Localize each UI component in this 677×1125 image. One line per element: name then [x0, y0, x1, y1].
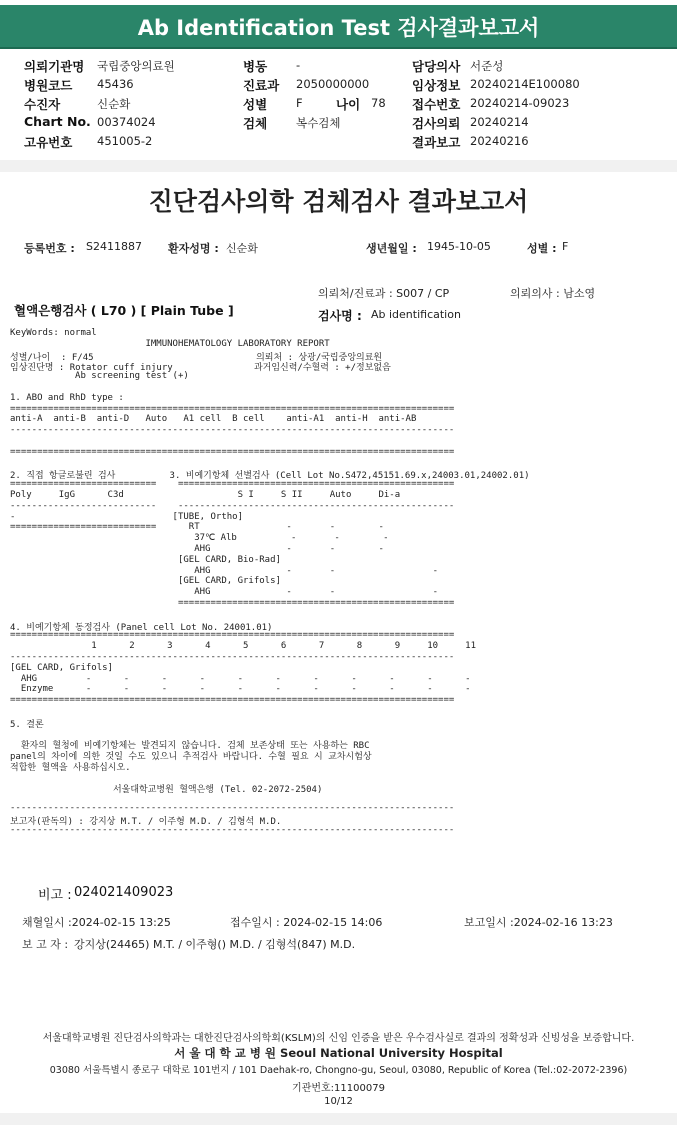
report-line: 임상진단명 : Rotator cuff injury 과거임신력/수혈력 : +/정보없음: [10, 363, 391, 374]
report-line: AHG - - -: [10, 544, 384, 554]
info-label: 성별: [243, 97, 268, 112]
age-value: 78: [371, 96, 386, 110]
info-value: -: [296, 58, 301, 72]
report-title: 진단검사의학 검체검사 결과보고서: [148, 187, 529, 216]
doctor-info: 의뢰의사 : 남소영: [510, 287, 596, 300]
info-block: [0, 49, 677, 160]
info-value: 20240214: [470, 115, 529, 129]
report-line: --------------------------- ---------------------------------------------------: [10, 500, 455, 511]
report-line: =========================== ===================================================: [10, 479, 455, 490]
collect-time: 채혈일시 :2024-02-15 13:25: [22, 916, 171, 929]
report-line: 성별/나이 : F/45 의뢰처 : 상광/국립중앙의료원: [10, 352, 383, 363]
reg-label: 등록번호 :: [24, 242, 75, 255]
info-label: 검사의뢰: [412, 116, 461, 131]
report-line: ----------------------------------------------------------------------------------: [10, 803, 455, 814]
info-label: 임상정보: [412, 78, 461, 93]
info-value: 국립중앙의료원: [97, 59, 175, 73]
report-line: ==================================================================================: [10, 446, 455, 457]
report-line: ==================================================================================: [10, 630, 455, 641]
page-title: Ab Identification Test 검사결과보고서: [137, 16, 540, 40]
info-value: 451005-2: [97, 134, 153, 148]
page-number: 10/12: [324, 1096, 353, 1107]
dept-info: 의뢰처/진료과 : S007 / CP: [318, 287, 450, 300]
report-line: =========================== RT - - -: [10, 522, 384, 533]
info-label: 고유번호: [24, 135, 73, 150]
info-label: 병동: [243, 59, 268, 74]
test-title: 혈액은행검사 ( L70 ) [ Plain Tube ]: [14, 303, 234, 318]
report-line: ==================================================================================: [10, 695, 455, 706]
info-label: Chart No.: [24, 114, 91, 129]
reporter-label: 보 고 자 :: [22, 938, 69, 951]
report-line: ----------------------------------------------------------------------------------: [10, 652, 455, 662]
info-value: 45436: [97, 77, 134, 91]
info-value: 20240214E100080: [470, 77, 580, 91]
report-line: AHG - - -: [10, 587, 439, 598]
info-label: 병원코드: [24, 78, 73, 93]
info-label: 진료과: [243, 78, 280, 93]
info-value: 서준성: [470, 59, 504, 73]
report-time: 보고일시 :2024-02-16 13:23: [464, 916, 613, 929]
info-value: F: [296, 96, 303, 110]
info-label: 결과보고: [412, 135, 461, 150]
report-line: 1 2 3 4 5 6 7 8 9 10 11: [10, 641, 476, 652]
remark-label: 비고 :: [38, 888, 72, 903]
report-line: 1. ABO and RhD type :: [10, 392, 124, 403]
info-label: 검체: [243, 116, 268, 131]
info-label: 의뢰기관명: [24, 59, 85, 74]
report-line: ===================================================: [10, 598, 455, 608]
report-line: ----------------------------------------------------------------------------------: [10, 425, 455, 436]
report-line: 37℃ Alb - - -: [10, 533, 389, 544]
info-value: 2050000000: [296, 77, 370, 91]
report-line: Ab screening test (+): [10, 371, 189, 382]
lab-report-body: [10, 328, 670, 868]
report-line: AHG - - -: [10, 565, 439, 576]
hospital-address: 03080 서울특별시 종로구 대학로 101번지 / 101 Daehak-ro, Chongno-gu, Seoul, 03080, Republic of Korea (Tel.:02-2072-2396): [49, 1065, 628, 1076]
report-line: ==================================================================================: [10, 403, 455, 414]
info-value: 20240214-09023: [470, 96, 570, 110]
page-separator: [0, 160, 677, 172]
age-label: 나이: [336, 97, 361, 112]
info-value: 복수검체: [296, 116, 341, 130]
sex-value: F: [562, 240, 569, 253]
receive-time: 접수일시 : 2024-02-15 14:06: [230, 916, 383, 929]
report-line: 2. 직접 항글로불린 검사 3. 비예기항체 선별검사 (Cell Lot No.S472,45151.69.x,24003.01,24002.01): [10, 471, 530, 482]
patient-label: 환자성명 :: [168, 242, 219, 255]
report-line: KeyWords: normal: [10, 328, 97, 338]
info-label: 접수번호: [412, 97, 461, 112]
cert-notice: 서울대학교병원 진단검사의학과는 대한진단검사의학회(KSLM)의 신임 인증을 받은 우수검사실로 결과의 정확성과 신빙성을 보증합니다.: [42, 1033, 635, 1044]
report-line: AHG - - - - - - - - - - -: [10, 673, 471, 684]
report-line: [GEL CARD, Bio-Rad]: [10, 554, 281, 565]
report-line: [GEL CARD, Grifols]: [10, 662, 113, 673]
report-line: [GEL CARD, Grifols]: [10, 576, 281, 587]
test-name-label: 검사명 :: [318, 309, 362, 323]
hospital-name: 서 울 대 학 교 병 원 Seoul National University Hospital: [174, 1046, 503, 1060]
institution-number: 기관번호:11100079: [292, 1083, 385, 1094]
report-line: - [TUBE, Ortho]: [10, 511, 243, 522]
report-line: IMMUNOHEMATOLOGY LABORATORY REPORT: [10, 338, 330, 349]
birth-value: 1945-10-05: [427, 240, 491, 253]
report-line: 4. 비예기항체 동정검사 (Panel cell Lot No. 24001.01): [10, 622, 273, 633]
report-line: 5. 결론: [10, 719, 44, 730]
remark-value: 024021409023: [74, 885, 174, 900]
report-line: Enzyme - - - - - - - - - - -: [10, 684, 471, 695]
info-label: 수진자: [24, 97, 61, 112]
report-line: panel의 차이에 의한 것일 수도 있으니 추적검사 바랍니다. 수혈 필요 시 교차시험상: [10, 752, 372, 763]
report-line: anti-A anti-B anti-D Auto A1 cell B cell anti-A1 anti-H anti-AB: [10, 414, 417, 425]
page-bottom-band: [0, 1113, 677, 1125]
report-line: 보고자(판독의) : 강지상 M.T. / 이주형 M.D. / 김형석 M.D.: [10, 817, 282, 827]
reg-value: S2411887: [86, 240, 142, 253]
report-line: 적합한 혈액을 사용하십시오.: [10, 763, 131, 773]
info-label: 담당의사: [412, 59, 461, 74]
report-line: 서울대학교병원 혈액은행 (Tel. 02-2072-2504): [10, 784, 323, 795]
info-value: 00374024: [97, 115, 156, 129]
report-line: Poly IgG C3d S I S II Auto Di-a: [10, 490, 401, 500]
reporter-value: 강지상(24465) M.T. / 이주형() M.D. / 김형석(847) M.D.: [74, 938, 356, 951]
info-value: 20240216: [470, 134, 529, 148]
sex-label: 성별 :: [527, 242, 557, 255]
report-line: 환자의 혈청에 비예기항체는 발견되지 않습니다. 검체 보존상태 또는 사용하는 RBC: [10, 741, 370, 752]
report-line: ----------------------------------------------------------------------------------: [10, 824, 455, 835]
patient-value: 신순화: [226, 242, 258, 255]
test-name-value: Ab identification: [371, 308, 461, 321]
info-value: 신순화: [97, 97, 131, 111]
birth-label: 생년월일 :: [366, 242, 417, 255]
